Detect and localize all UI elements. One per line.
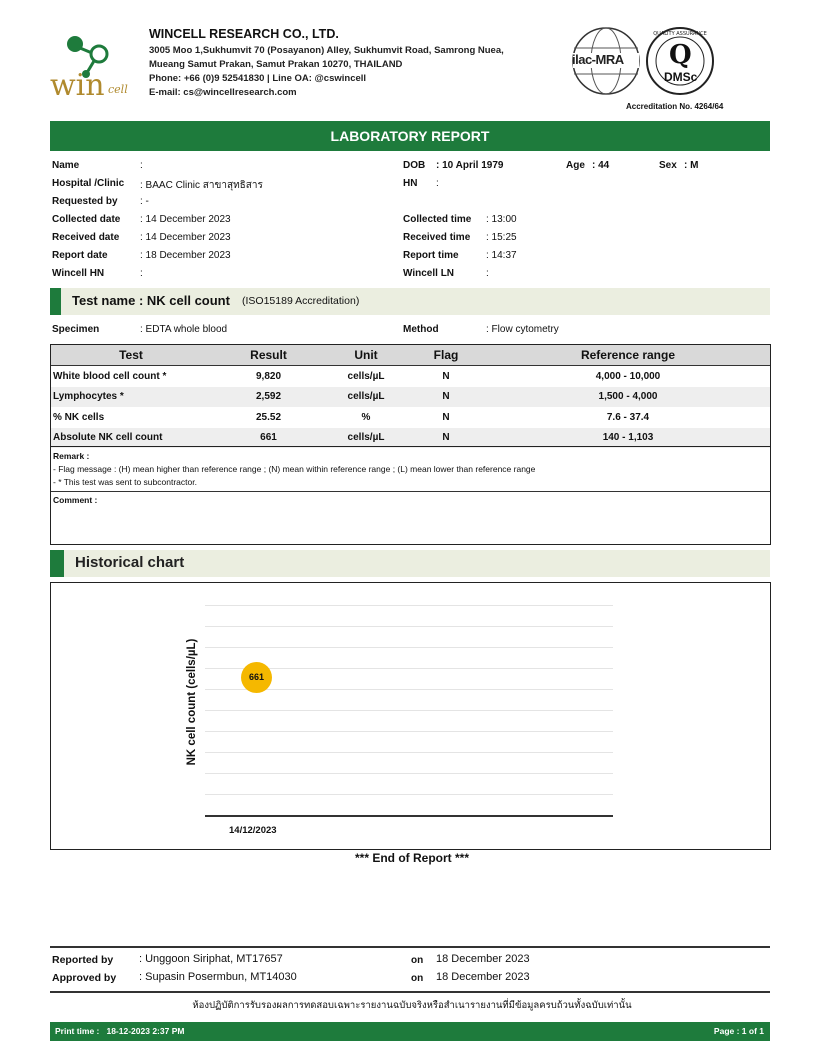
dob-value: : 10 April 1979 [436, 160, 504, 171]
cell-range: 1,500 - 4,000 [486, 387, 770, 408]
received-time-label: Received time [403, 232, 471, 243]
received-date-label: Received date [52, 232, 120, 243]
table-row [51, 387, 770, 408]
signature-top-rule [50, 946, 770, 948]
test-name-bar [50, 288, 770, 315]
cell-unit: cells/µL [347, 370, 385, 382]
logo-text: win [50, 68, 105, 103]
results-table-box [50, 344, 771, 446]
historical-chart-bar-tab [50, 550, 64, 577]
cell-result: 661 [211, 428, 326, 449]
cell-test: Absolute NK cell count [51, 428, 211, 449]
test-accreditation: (ISO15189 Accreditation) [242, 295, 360, 307]
chart-x-tick-label: 14/12/2023 [229, 825, 277, 836]
dob-label: DOB [403, 160, 426, 171]
cell-range: 140 - 1,103 [486, 428, 770, 449]
reported-on-label: on [411, 955, 424, 966]
test-name-bar-tab [50, 288, 61, 315]
cell-unit: cells/µL [326, 428, 406, 449]
cell-range: 4,000 - 10,000 [595, 370, 661, 382]
name-value: : [140, 160, 143, 171]
chart-gridline [205, 794, 613, 795]
table-row [51, 366, 770, 387]
page-number: Page : 1 of 1 [713, 1026, 764, 1036]
collected-date-value: : 14 December 2023 [140, 214, 231, 225]
chart-frame [50, 582, 771, 850]
cell-result: 25.52 [255, 411, 282, 423]
signature-bottom-rule [50, 991, 770, 993]
dmsc-logo [645, 26, 715, 98]
hn-label: HN [403, 178, 418, 189]
reported-by-value: : Unggoon Siriphat, MT17657 [139, 953, 283, 965]
chart-gridline [205, 710, 613, 711]
age-label: Age [566, 160, 585, 171]
specimen-value: : EDTA whole blood [140, 324, 228, 335]
header-result: Result [211, 345, 326, 366]
chart-data-label: 661 [248, 672, 265, 682]
report-time-label: Report time [403, 250, 459, 261]
accreditation-number: Accreditation No. 4264/64 [626, 102, 724, 111]
chart-x-axis [205, 815, 613, 817]
header-unit: Unit [326, 345, 406, 366]
chart-gridline [205, 731, 613, 732]
collected-time-value: : 13:00 [486, 214, 517, 225]
remark-comment-box [50, 446, 771, 545]
approved-on-label: on [411, 973, 424, 984]
table-row [51, 407, 770, 428]
requested-label: Requested by [52, 196, 118, 207]
historical-chart-bar [50, 550, 770, 577]
comment-label: Comment : [53, 495, 98, 505]
remark-line-2: - * This test was sent to subcontractor. [53, 477, 197, 487]
company-email: E-mail: cs@wincellresearch.com [149, 87, 297, 98]
ilac-mra-logo [571, 26, 641, 96]
report-date-value: : 18 December 2023 [140, 250, 231, 261]
wincell-logo [48, 30, 143, 102]
cell-test: Lymphocytes * [51, 387, 211, 408]
footer-bar [50, 1022, 770, 1041]
chart-gridline [205, 626, 613, 627]
report-date-label: Report date [52, 250, 108, 261]
reported-by-label: Reported by [52, 954, 114, 966]
name-label: Name [52, 160, 80, 171]
reported-on-value: 18 December 2023 [436, 953, 530, 965]
cell-flag: N [406, 428, 486, 449]
chart-gridline [205, 773, 613, 774]
requested-value: : - [140, 196, 149, 207]
hn-value: : [436, 178, 439, 189]
wincell-ln-value: : [486, 268, 489, 279]
method-label: Method [403, 324, 439, 335]
cell-result: 9,820 [255, 370, 282, 382]
collected-date-label: Collected date [52, 214, 121, 225]
header-test: Test [51, 345, 211, 366]
historical-chart-title: Historical chart [75, 554, 185, 571]
cell-unit: % [361, 411, 371, 423]
chart-y-axis-label: NK cell count (cells/µL) [186, 638, 198, 766]
cell-range: 7.6 - 37.4 [606, 411, 650, 423]
company-address-1: 3005 Moo 1,Sukhumvit 70 (Posayanon) Alley, Sukhumvit Road, Samrong Nuea, [149, 45, 504, 56]
approved-by-label: Approved by [52, 972, 117, 984]
dmsc-text: DMSc [664, 70, 698, 84]
cell-flag: N [442, 411, 450, 423]
chart-gridline [205, 752, 613, 753]
wincell-hn-label: Wincell HN [52, 268, 105, 279]
age-value: : 44 [592, 160, 610, 171]
approved-on-value: 18 December 2023 [436, 971, 530, 983]
received-date-value: : 14 December 2023 [140, 232, 231, 243]
wincell-ln-label: Wincell LN [403, 268, 455, 279]
dmsc-ring-text: QUALITY ASSURANCE [653, 31, 707, 37]
chart-gridline [205, 605, 613, 606]
results-table [51, 345, 770, 448]
cell-test: White blood cell count * [53, 370, 167, 382]
test-name: Test name : NK cell count [72, 293, 230, 308]
header-flag: Flag [406, 345, 486, 366]
wincell-hn-value: : [140, 268, 143, 279]
remark-divider [51, 491, 770, 492]
company-name: WINCELL RESEARCH CO., LTD. [149, 27, 339, 41]
dmsc-q: Q [669, 40, 692, 70]
logo-text-small: cell [108, 83, 128, 96]
received-time-value: : 15:25 [486, 232, 517, 243]
approved-by-value: : Supasin Posermbun, MT14030 [139, 971, 297, 983]
report-time-value: : 14:37 [486, 250, 517, 261]
table-row [51, 428, 770, 449]
specimen-label: Specimen [52, 324, 100, 335]
header-reference-range: Reference range [486, 345, 770, 366]
method-value: : Flow cytometry [486, 324, 559, 335]
cell-flag: N [406, 387, 486, 408]
report-title: LABORATORY REPORT [50, 121, 770, 151]
cell-flag: N [442, 370, 450, 382]
sex-label: Sex [659, 160, 677, 171]
collected-time-label: Collected time [403, 214, 472, 225]
disclaimer: ห้องปฏิบัติการรับรองผลการทดสอบเฉพาะรายงานฉบับจริงหรือสำเนารายงานที่มีข้อมูลครบถ้วนทั้งฉบับเท่านั้น [192, 1000, 632, 1011]
sex-value: : M [684, 160, 699, 171]
cell-result: 2,592 [211, 387, 326, 408]
end-of-report: *** End of Report *** [354, 851, 469, 865]
print-time: Print time : 18-12-2023 2:37 PM [55, 1026, 185, 1036]
company-address-2: Mueang Samut Prakan, Samut Prakan 10270, THAILAND [149, 59, 403, 70]
cell-test: % NK cells [53, 411, 105, 423]
remark-label: Remark : [53, 451, 90, 461]
company-phone: Phone: +66 (0)9 52541830 | Line OA: @cswincell [149, 73, 367, 84]
hospital-label: Hospital /Clinic [52, 178, 125, 189]
ilac-text: ilac-MRA [572, 52, 624, 67]
remark-line-1: - Flag message : (H) mean higher than reference range ; (N) mean within reference range ; (L) mean lower than reference range [53, 464, 536, 474]
chart-gridline [205, 647, 613, 648]
cell-unit: cells/µL [326, 387, 406, 408]
results-header-row [51, 345, 770, 366]
hospital-value: : BAAC Clinic สาขาสุทธิสาร [140, 180, 263, 191]
